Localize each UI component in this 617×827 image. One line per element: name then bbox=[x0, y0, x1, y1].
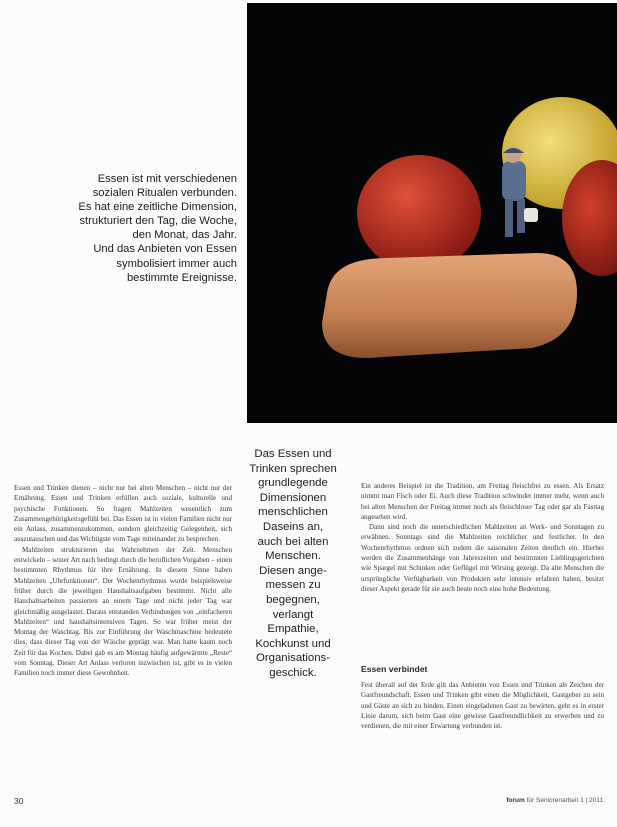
paragraph: Dann sind noch die unterschiedlichen Mahlzeiten an Werk- und Sonntagen zu erwähnen. Sonntags sind die Mahlzeiten reichlicher und festlicher. In den Wochenrhythmus ordnen sich zudem die saisonalen Zeiten deutlich ein. Hierbei werden die Zusammenhänge von Jahreszeiten und bestimmten Lieblingsgerichten wie Spargel mit Schinken oder Geflügel mit Wirsing gezeigt. Da alte Menschen die ursprüngliche Verfügbarkeit von Produkten sehr intensiv erfahren haben, besitzt dieser Aspekt gerade für sie auch heute noch eine hohe Bedeutung. bbox=[361, 523, 604, 593]
quote-line: Essen ist mit verschiedenen bbox=[97, 173, 237, 185]
food-photo bbox=[247, 3, 617, 423]
body-column-left bbox=[14, 483, 232, 679]
body-column-right bbox=[361, 481, 604, 594]
pullquote-line: Daseins an, bbox=[262, 520, 324, 533]
page-number: 30 bbox=[14, 796, 24, 806]
quote-line: Und das Anbieten von Essen bbox=[93, 243, 237, 256]
quote-line: sozialen Ritualen verbunden. bbox=[92, 187, 237, 200]
body-column-right-lower bbox=[361, 680, 604, 731]
pullquote-line: menschlichen bbox=[258, 506, 328, 519]
footer-brand: forum bbox=[506, 797, 525, 804]
quote-line: strukturiert den Tag, die Woche, bbox=[79, 215, 237, 228]
pullquote-line: Organisations- bbox=[255, 652, 331, 665]
pullquote-line: Diesen ange- bbox=[259, 564, 327, 577]
red-candy bbox=[357, 155, 481, 271]
pullquote-line: Das Essen und bbox=[254, 448, 332, 460]
cracker-cookie bbox=[322, 253, 577, 358]
pullquote-line: Menschen. bbox=[265, 550, 321, 563]
pullquote-line: grundlegende bbox=[258, 477, 328, 490]
pullquote-line: geschick. bbox=[269, 666, 317, 679]
pullquote-line: begegnen, bbox=[266, 593, 320, 606]
paragraph: Mahlzeiten strukturieren das Wahrnehmen der Zeit. Menschen entwickeln – seiner Art nach bedingt durch die beruflichen Vorgaben – einen bestimmten Rhythmus für ihre Ernährung. In diesem Sinne haben Mahlzeiten „Uhrfunktionen“. Der Wochenrhythmus wurde beispielsweise früher durch die jeweiligen Haushaltsaufgaben bestimmt. Nicht alle Haushaltsarbeiten passierten an einem Tage und nicht jeder Tag war gleichmäßig ausgelastet. Daraus entstanden Verbindungen von „einfacheren Mahlzeiten“ und haushaltsintensiven Tagen. So war früher meist der Montag der Waschtag. Bis zur Einführung der Waschmaschine bedeutete dies, dass dieser Tag von der Wäsche geprägt war. Man hatte kaum noch Zeit für das Kochen. Dabei gab es am Montag häufig aufgewärmte „Reste“ vom Sonntag. Dieser Art Anlass verloren inzwischen ist, gibt es in vielen Familien noch immer diese Gewohnheit. bbox=[14, 545, 232, 678]
quote-line: den Monat, das Jahr. bbox=[132, 229, 237, 242]
paragraph: Essen und Trinken dienen – nicht nur bei alten Menschen – nicht nur der Ernährung. Essen und Trinken erfüllen auch soziale, kulturelle und psychische Funktionen. So fragen Mahlzeiten wesentlich zum Zusammengehörigkeitsgefühl bei. Das Essen ist in vielen Familien nicht nur ein Anlass, zusammenzukommen, sondern gleichzeitig Gelegenheit, sich auszutauschen und das Wichtigste vom Tage miteinander zu besprechen. bbox=[14, 484, 232, 544]
quote-line: Es hat eine zeitliche Dimension, bbox=[78, 201, 237, 214]
paragraph: Ein anderes Beispiel ist die Tradition, am Freitag fleischfrei zu essen. Als Ersatz nimmt man Fisch oder Ei. Auch diese Tradition schwindet immer mehr, wenn auch bei alten Menschen der Freitag immer noch als fleischloser Tag oder gar als Fasttag angesehen wird. bbox=[361, 482, 604, 521]
pullquote-line: Trinken sprechen bbox=[249, 462, 337, 475]
pullquote-line: Dimensionen bbox=[259, 491, 327, 504]
publication-footer bbox=[506, 797, 603, 804]
pullquote-line: messen zu bbox=[265, 579, 321, 592]
pullquote-line: auch bei alten bbox=[257, 535, 329, 548]
section-heading: Essen verbindet bbox=[361, 664, 428, 674]
quote-line: bestimmte Ereignisse. bbox=[126, 271, 237, 284]
quote-line: symbolisiert immer auch bbox=[116, 257, 237, 270]
intro-quote bbox=[40, 172, 237, 285]
pull-quote bbox=[243, 447, 343, 681]
footer-issue: für Seniorenarbeit 1 | 2011 bbox=[526, 797, 603, 804]
pullquote-line: verlangt bbox=[272, 608, 314, 621]
pullquote-line: Empathie, bbox=[267, 623, 319, 636]
pullquote-line: Kochkunst und bbox=[255, 637, 331, 650]
paragraph: Fest überall auf der Erde gilt das Anbieten von Essen und Trinken als Zeichen der Gastfreundschaft. Essen und Trinken gibt einen die Möglichkeit, Gastgeber zu sein und Gäste an sich zu binden. Einen eingeladenen Gast zu bewirten, geht es in erster Linie darum, sich beim Gast eine gewisse Gastfreundlichkeit zu erwerben und zu verdienen, die mit einer Erwartung verbunden ist. bbox=[361, 681, 604, 731]
